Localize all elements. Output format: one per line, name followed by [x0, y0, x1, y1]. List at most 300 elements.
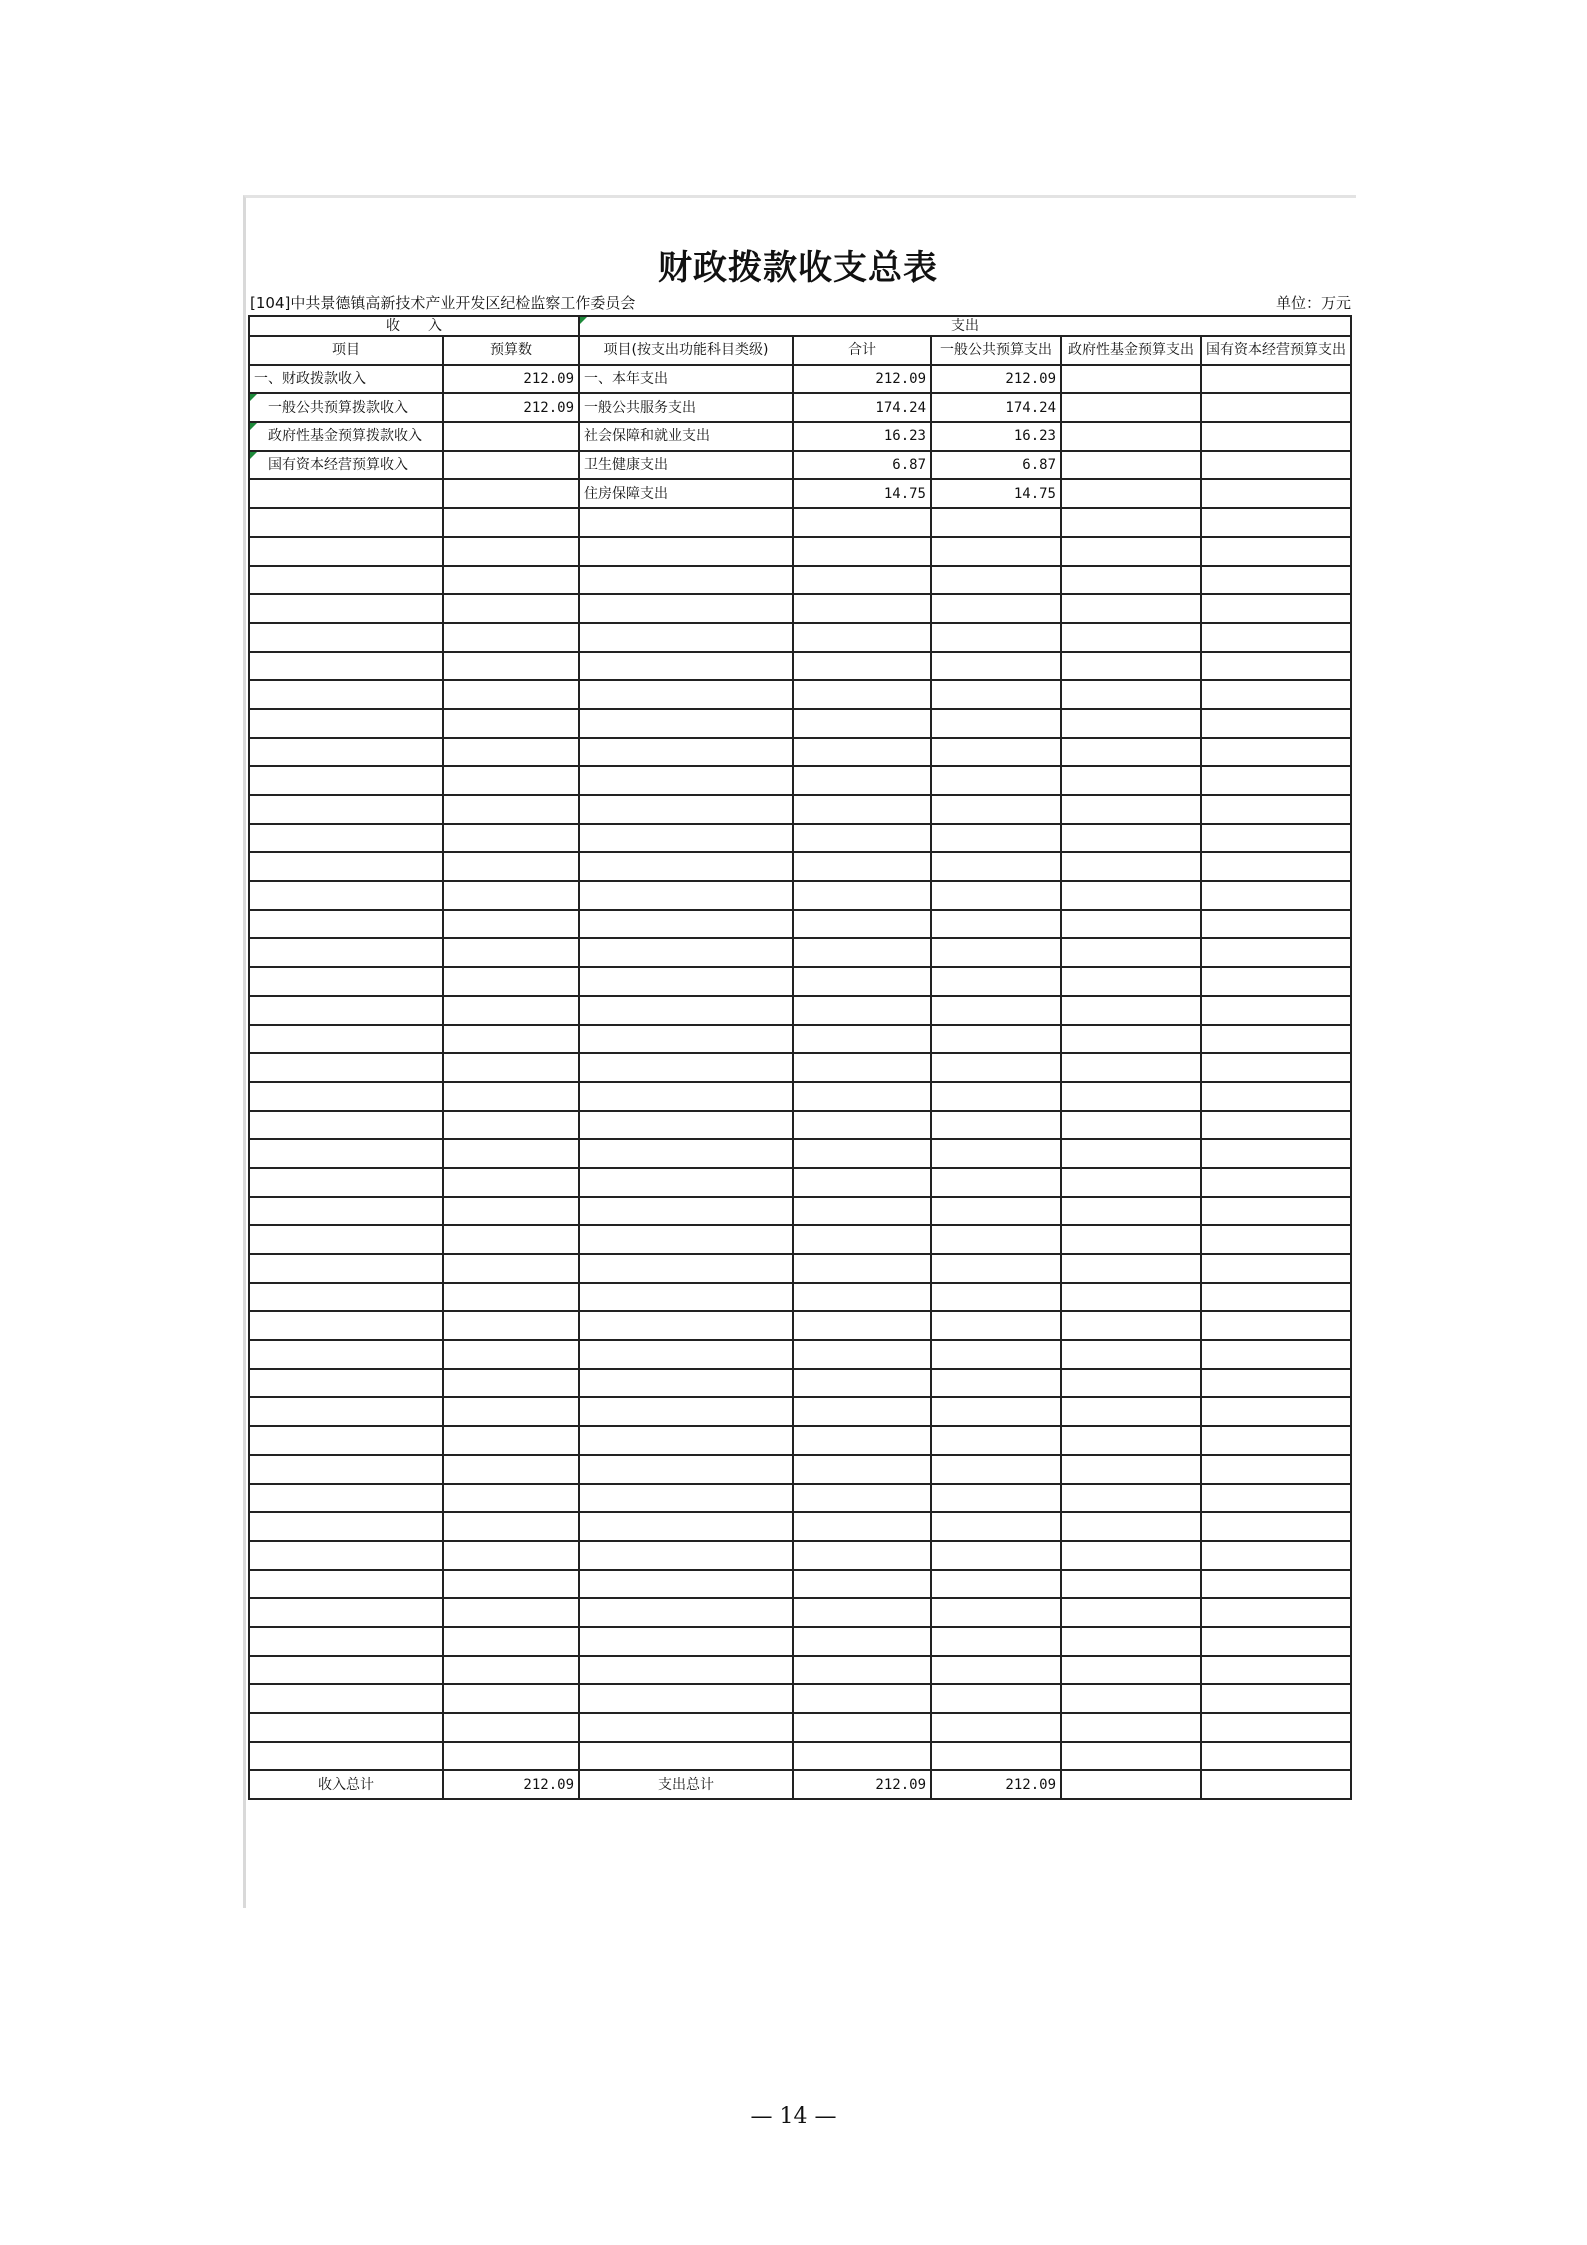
expense-capital [1201, 422, 1351, 451]
column-header: 合计 [793, 336, 931, 365]
empty-row [249, 1455, 1351, 1484]
expense-banner: 支出 [579, 316, 1351, 336]
empty-cell [443, 1713, 579, 1742]
empty-cell [249, 910, 443, 939]
empty-row [249, 795, 1351, 824]
empty-cell [1201, 594, 1351, 623]
empty-cell [793, 1283, 931, 1312]
income-amount: 212.09 [443, 365, 579, 394]
empty-cell [931, 508, 1061, 537]
empty-cell [249, 1598, 443, 1627]
empty-cell [793, 680, 931, 709]
empty-cell [249, 623, 443, 652]
column-header: 国有资本经营预算支出 [1201, 336, 1351, 365]
empty-cell [579, 881, 793, 910]
empty-cell [1201, 1197, 1351, 1226]
empty-cell [931, 1340, 1061, 1369]
empty-cell [931, 1541, 1061, 1570]
empty-row [249, 1111, 1351, 1140]
empty-cell [443, 1311, 579, 1340]
empty-cell [1201, 1541, 1351, 1570]
empty-row [249, 652, 1351, 681]
empty-cell [931, 967, 1061, 996]
expense-total: 174.24 [793, 393, 931, 422]
column-header: 预算数 [443, 336, 579, 365]
empty-cell [931, 709, 1061, 738]
empty-cell [931, 1369, 1061, 1398]
empty-cell [1201, 824, 1351, 853]
empty-row [249, 1168, 1351, 1197]
empty-row [249, 709, 1351, 738]
empty-cell [931, 1168, 1061, 1197]
empty-cell [443, 537, 579, 566]
empty-row [249, 910, 1351, 939]
empty-cell [443, 1254, 579, 1283]
empty-cell [249, 1627, 443, 1656]
empty-cell [1201, 1139, 1351, 1168]
empty-row [249, 1570, 1351, 1599]
empty-cell [579, 1484, 793, 1513]
empty-row [249, 1397, 1351, 1426]
empty-cell [1061, 1340, 1201, 1369]
empty-cell [931, 623, 1061, 652]
income-item: 一般公共预算拨款收入 [249, 393, 443, 422]
empty-row [249, 967, 1351, 996]
expense-general: 212.09 [931, 365, 1061, 394]
empty-cell [249, 652, 443, 681]
empty-row [249, 996, 1351, 1025]
empty-cell [931, 1684, 1061, 1713]
expense-item: 卫生健康支出 [579, 451, 793, 480]
empty-row [249, 1713, 1351, 1742]
empty-cell [931, 1139, 1061, 1168]
empty-row [249, 508, 1351, 537]
empty-row [249, 824, 1351, 853]
empty-row [249, 1684, 1351, 1713]
empty-cell [443, 508, 579, 537]
empty-cell [793, 1225, 931, 1254]
empty-cell [1061, 623, 1201, 652]
empty-cell [579, 594, 793, 623]
empty-cell [443, 680, 579, 709]
empty-cell [443, 652, 579, 681]
empty-cell [793, 1025, 931, 1054]
income-item [249, 479, 443, 508]
empty-cell [579, 1397, 793, 1426]
empty-cell [579, 1598, 793, 1627]
income-item: 政府性基金预算拨款收入 [249, 422, 443, 451]
empty-cell [579, 738, 793, 767]
empty-cell [1061, 1139, 1201, 1168]
empty-cell [793, 881, 931, 910]
empty-cell [579, 652, 793, 681]
empty-cell [443, 1053, 579, 1082]
empty-cell [249, 1426, 443, 1455]
empty-cell [1201, 1570, 1351, 1599]
empty-cell [249, 1570, 443, 1599]
empty-cell [1061, 1168, 1201, 1197]
empty-cell [1201, 1426, 1351, 1455]
empty-cell [793, 1627, 931, 1656]
empty-cell [249, 795, 443, 824]
empty-cell [579, 1656, 793, 1685]
empty-cell [443, 1570, 579, 1599]
empty-cell [443, 1283, 579, 1312]
empty-cell [443, 1225, 579, 1254]
empty-cell [1201, 1684, 1351, 1713]
empty-cell [1061, 594, 1201, 623]
empty-cell [1201, 1225, 1351, 1254]
empty-cell [579, 1082, 793, 1111]
empty-cell [793, 709, 931, 738]
empty-cell [1201, 1512, 1351, 1541]
empty-cell [931, 1311, 1061, 1340]
expense-general-total: 212.09 [931, 1770, 1061, 1799]
empty-cell [931, 1053, 1061, 1082]
empty-cell [931, 938, 1061, 967]
empty-cell [249, 1053, 443, 1082]
empty-cell [579, 1311, 793, 1340]
empty-cell [1061, 738, 1201, 767]
empty-cell [793, 566, 931, 595]
empty-cell [579, 680, 793, 709]
empty-cell [579, 1283, 793, 1312]
empty-cell [579, 566, 793, 595]
empty-cell [443, 566, 579, 595]
empty-cell [1201, 623, 1351, 652]
empty-cell [931, 537, 1061, 566]
empty-cell [1061, 910, 1201, 939]
expense-grand-total: 212.09 [793, 1770, 931, 1799]
empty-row [249, 1742, 1351, 1771]
empty-cell [249, 1139, 443, 1168]
empty-cell [579, 1426, 793, 1455]
empty-cell [249, 1512, 443, 1541]
empty-cell [443, 852, 579, 881]
empty-cell [1201, 996, 1351, 1025]
totals-row [249, 1770, 1351, 1799]
empty-cell [1061, 1656, 1201, 1685]
empty-cell [443, 738, 579, 767]
empty-cell [443, 881, 579, 910]
empty-cell [931, 680, 1061, 709]
empty-row [249, 1254, 1351, 1283]
empty-cell [579, 1570, 793, 1599]
empty-cell [443, 1656, 579, 1685]
empty-cell [931, 1512, 1061, 1541]
empty-cell [1061, 852, 1201, 881]
income-item: 国有资本经营预算收入 [249, 451, 443, 480]
empty-cell [1201, 967, 1351, 996]
empty-cell [1201, 795, 1351, 824]
empty-cell [1201, 1742, 1351, 1771]
empty-cell [443, 1397, 579, 1426]
empty-cell [1201, 1484, 1351, 1513]
empty-cell [1201, 1455, 1351, 1484]
table-row [249, 393, 1351, 422]
empty-cell [931, 1426, 1061, 1455]
empty-cell [931, 652, 1061, 681]
empty-cell [443, 1168, 579, 1197]
empty-row [249, 738, 1351, 767]
empty-cell [249, 566, 443, 595]
empty-cell [579, 1197, 793, 1226]
empty-cell [931, 881, 1061, 910]
empty-cell [579, 910, 793, 939]
empty-cell [443, 824, 579, 853]
empty-cell [1061, 766, 1201, 795]
empty-cell [793, 1397, 931, 1426]
empty-cell [579, 1684, 793, 1713]
empty-cell [793, 1512, 931, 1541]
empty-cell [1061, 1369, 1201, 1398]
empty-cell [1201, 1254, 1351, 1283]
empty-cell [793, 1369, 931, 1398]
empty-cell [793, 1139, 931, 1168]
empty-cell [249, 1311, 443, 1340]
column-header: 一般公共预算支出 [931, 336, 1061, 365]
empty-row [249, 537, 1351, 566]
empty-cell [579, 1254, 793, 1283]
empty-cell [1201, 1053, 1351, 1082]
empty-cell [1061, 1512, 1201, 1541]
empty-cell [1061, 1455, 1201, 1484]
income-banner: 收 入 [249, 316, 579, 336]
expense-item: 社会保障和就业支出 [579, 422, 793, 451]
empty-row [249, 1484, 1351, 1513]
expense-capital [1201, 365, 1351, 394]
empty-cell [1061, 652, 1201, 681]
empty-row [249, 1426, 1351, 1455]
empty-cell [249, 1168, 443, 1197]
empty-cell [793, 1484, 931, 1513]
empty-cell [931, 910, 1061, 939]
empty-cell [1201, 910, 1351, 939]
empty-cell [249, 1684, 443, 1713]
empty-cell [249, 1541, 443, 1570]
empty-cell [1061, 1283, 1201, 1312]
empty-cell [579, 1340, 793, 1369]
empty-cell [1061, 709, 1201, 738]
empty-cell [249, 508, 443, 537]
empty-cell [443, 1684, 579, 1713]
empty-cell [249, 1082, 443, 1111]
empty-cell [579, 852, 793, 881]
empty-cell [579, 1742, 793, 1771]
empty-cell [1061, 1598, 1201, 1627]
empty-cell [443, 594, 579, 623]
empty-cell [443, 795, 579, 824]
empty-cell [443, 1484, 579, 1513]
empty-cell [579, 1713, 793, 1742]
empty-row [249, 852, 1351, 881]
empty-cell [1201, 1713, 1351, 1742]
empty-cell [793, 1541, 931, 1570]
empty-cell [249, 1225, 443, 1254]
empty-cell [579, 623, 793, 652]
empty-cell [249, 881, 443, 910]
empty-cell [1061, 824, 1201, 853]
income-amount [443, 451, 579, 480]
empty-cell [931, 1627, 1061, 1656]
column-header: 项目(按支出功能科目类级) [579, 336, 793, 365]
empty-cell [1201, 709, 1351, 738]
empty-cell [249, 766, 443, 795]
empty-cell [1201, 1627, 1351, 1656]
empty-cell [249, 1397, 443, 1426]
empty-row [249, 1340, 1351, 1369]
empty-cell [1201, 1656, 1351, 1685]
empty-cell [1061, 566, 1201, 595]
empty-cell [249, 1025, 443, 1054]
empty-cell [443, 967, 579, 996]
empty-row [249, 1197, 1351, 1226]
empty-cell [443, 1340, 579, 1369]
empty-cell [793, 1197, 931, 1226]
empty-cell [931, 795, 1061, 824]
empty-cell [793, 738, 931, 767]
empty-cell [1061, 1197, 1201, 1226]
empty-cell [443, 1111, 579, 1140]
expense-fund-total [1061, 1770, 1201, 1799]
empty-cell [793, 1570, 931, 1599]
empty-cell [931, 766, 1061, 795]
page-number: — 14 — [750, 2104, 837, 2129]
empty-row [249, 1311, 1351, 1340]
empty-row [249, 1369, 1351, 1398]
empty-cell [931, 824, 1061, 853]
empty-row [249, 938, 1351, 967]
expense-total: 16.23 [793, 422, 931, 451]
empty-cell [443, 910, 579, 939]
empty-cell [931, 566, 1061, 595]
empty-cell [931, 1598, 1061, 1627]
empty-cell [793, 766, 931, 795]
empty-cell [1061, 967, 1201, 996]
empty-cell [793, 1598, 931, 1627]
empty-cell [249, 967, 443, 996]
empty-cell [793, 1340, 931, 1369]
empty-cell [579, 938, 793, 967]
empty-cell [793, 1656, 931, 1685]
empty-row [249, 680, 1351, 709]
empty-row [249, 1541, 1351, 1570]
empty-row [249, 1053, 1351, 1082]
empty-cell [1201, 881, 1351, 910]
empty-cell [1201, 938, 1351, 967]
empty-cell [931, 738, 1061, 767]
empty-cell [1061, 1713, 1201, 1742]
income-item: 一、财政拨款收入 [249, 365, 443, 394]
empty-row [249, 1139, 1351, 1168]
empty-cell [579, 1541, 793, 1570]
empty-cell [249, 709, 443, 738]
empty-cell [443, 1598, 579, 1627]
empty-row [249, 1082, 1351, 1111]
expense-general: 16.23 [931, 422, 1061, 451]
empty-cell [579, 508, 793, 537]
empty-cell [793, 852, 931, 881]
empty-cell [1061, 1082, 1201, 1111]
expense-fund [1061, 365, 1201, 394]
empty-cell [443, 996, 579, 1025]
empty-row [249, 1283, 1351, 1312]
empty-cell [443, 1541, 579, 1570]
empty-cell [1061, 1311, 1201, 1340]
empty-cell [793, 1426, 931, 1455]
expense-total: 212.09 [793, 365, 931, 394]
expense-total: 14.75 [793, 479, 931, 508]
empty-cell [1201, 1598, 1351, 1627]
empty-cell [443, 709, 579, 738]
empty-cell [931, 1082, 1061, 1111]
empty-cell [931, 594, 1061, 623]
empty-cell [931, 852, 1061, 881]
empty-cell [1061, 680, 1201, 709]
empty-cell [1061, 881, 1201, 910]
empty-cell [1061, 1627, 1201, 1656]
table-row [249, 365, 1351, 394]
empty-cell [1061, 508, 1201, 537]
empty-cell [249, 996, 443, 1025]
empty-cell [793, 1168, 931, 1197]
empty-cell [931, 1111, 1061, 1140]
empty-cell [793, 1311, 931, 1340]
empty-cell [1201, 537, 1351, 566]
empty-cell [579, 1025, 793, 1054]
empty-cell [1201, 566, 1351, 595]
empty-cell [931, 1197, 1061, 1226]
empty-cell [931, 1397, 1061, 1426]
empty-cell [249, 1742, 443, 1771]
expense-item: 一、本年支出 [579, 365, 793, 394]
empty-cell [1061, 1541, 1201, 1570]
empty-cell [931, 1570, 1061, 1599]
empty-cell [1201, 680, 1351, 709]
empty-row [249, 766, 1351, 795]
empty-cell [793, 1742, 931, 1771]
empty-cell [1061, 795, 1201, 824]
income-amount [443, 422, 579, 451]
empty-cell [443, 1082, 579, 1111]
empty-cell [579, 1139, 793, 1168]
empty-cell [249, 537, 443, 566]
empty-cell [443, 1426, 579, 1455]
empty-cell [1061, 1053, 1201, 1082]
empty-cell [579, 1627, 793, 1656]
empty-row [249, 566, 1351, 595]
empty-cell [793, 623, 931, 652]
empty-cell [579, 766, 793, 795]
empty-cell [931, 1283, 1061, 1312]
empty-cell [931, 1254, 1061, 1283]
empty-cell [793, 1684, 931, 1713]
empty-cell [793, 910, 931, 939]
expense-total-label: 支出总计 [579, 1770, 793, 1799]
empty-cell [249, 1656, 443, 1685]
empty-row [249, 1656, 1351, 1685]
empty-cell [793, 938, 931, 967]
expense-capital [1201, 479, 1351, 508]
income-total-value: 212.09 [443, 1770, 579, 1799]
empty-cell [1201, 1283, 1351, 1312]
expense-total: 6.87 [793, 451, 931, 480]
unit-label: 单位：万元 [1275, 294, 1351, 312]
header-row [249, 336, 1351, 365]
table-row [249, 422, 1351, 451]
empty-cell [931, 1225, 1061, 1254]
page-title: 财政拨款收支总表 [658, 248, 938, 288]
